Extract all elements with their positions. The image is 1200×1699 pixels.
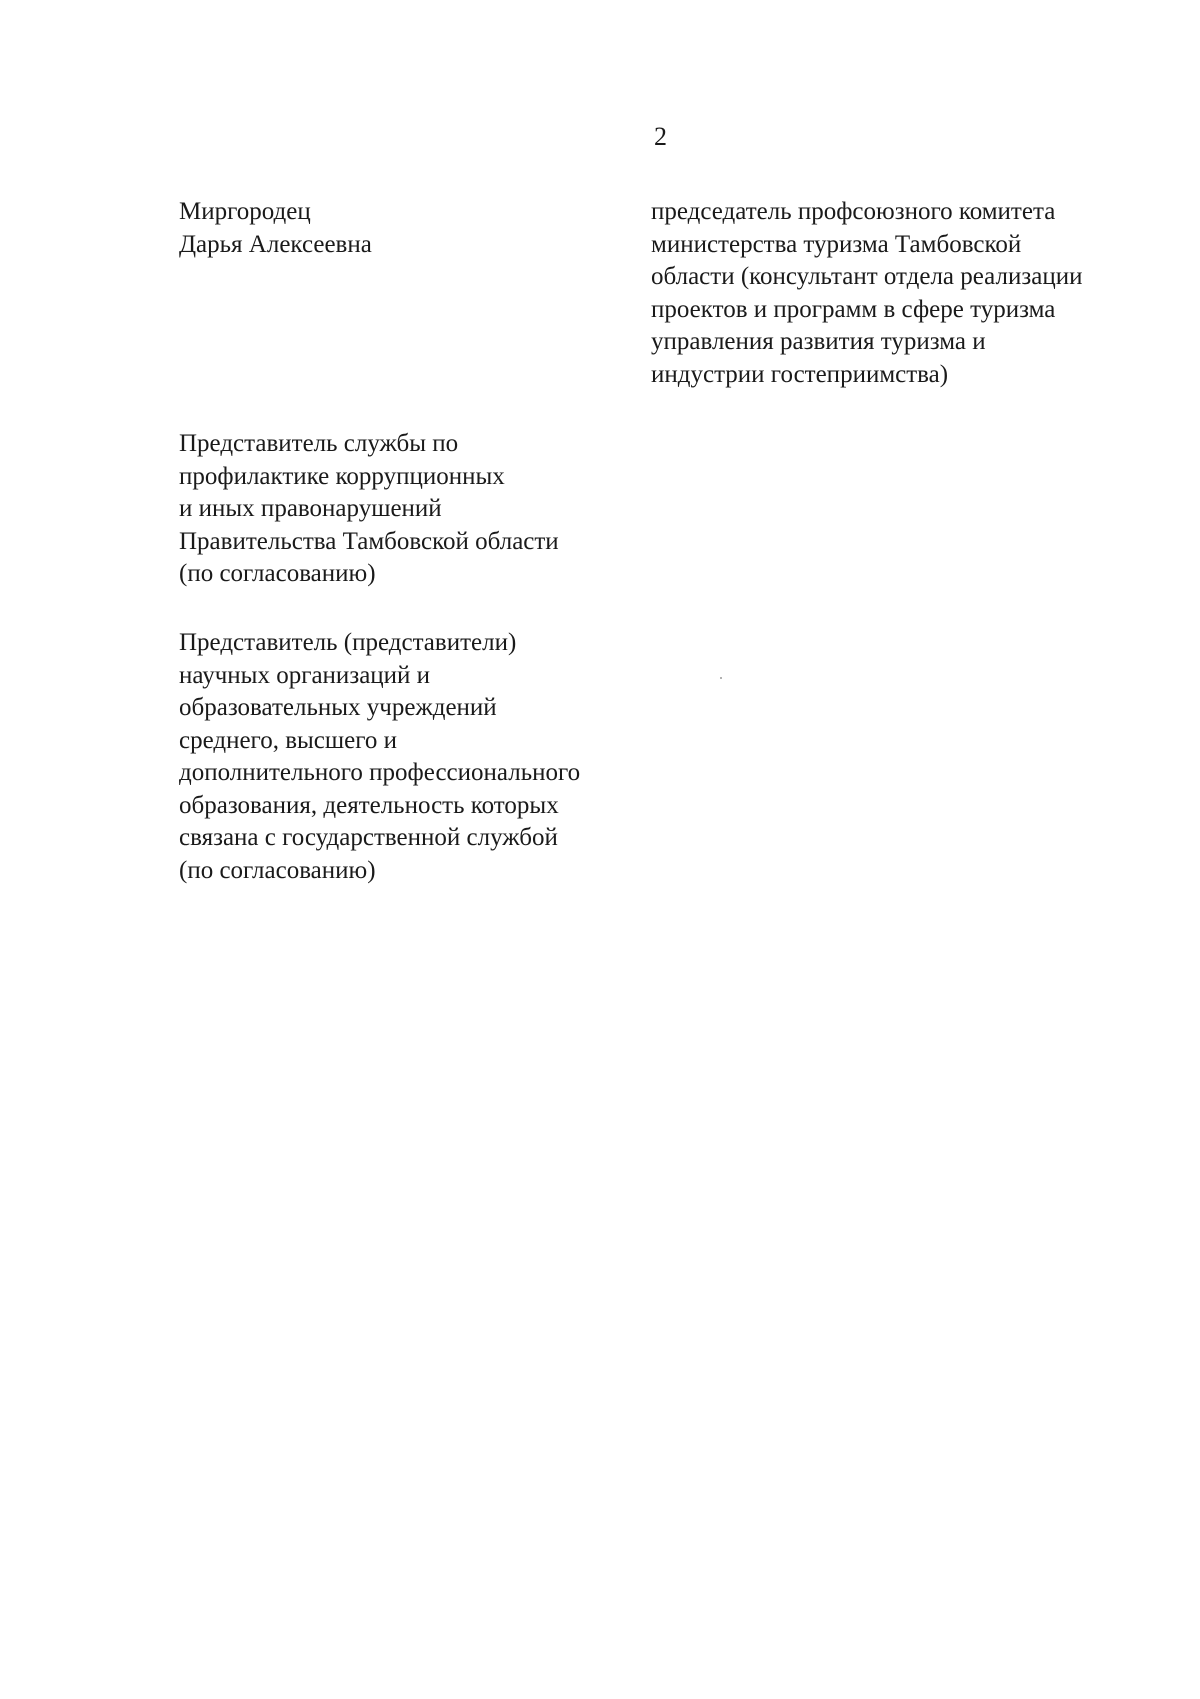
page-number: 2 <box>654 122 667 151</box>
member-name: Миргородец Дарья Алексеевна <box>179 198 372 258</box>
member-representative-anticorruption: Представитель службы по профилактике коррупционных и иных правонарушений Правительства Тамбовской области (по согласованию) <box>179 430 559 587</box>
member-representative-education: Представитель (представители) научных организаций и образовательных учреждений среднего, высшего и дополнительного профессионального образования, деятельность которых связана с государственной службой (по согласованию) <box>179 629 581 884</box>
scan-speck <box>720 677 722 679</box>
member-position: председатель профсоюзного комитета министерства туризма Тамбовской области (консультант отдела реализации проектов и программ в сфере туризма управления развития туризма и индустрии гостеприимства) <box>651 198 1083 388</box>
